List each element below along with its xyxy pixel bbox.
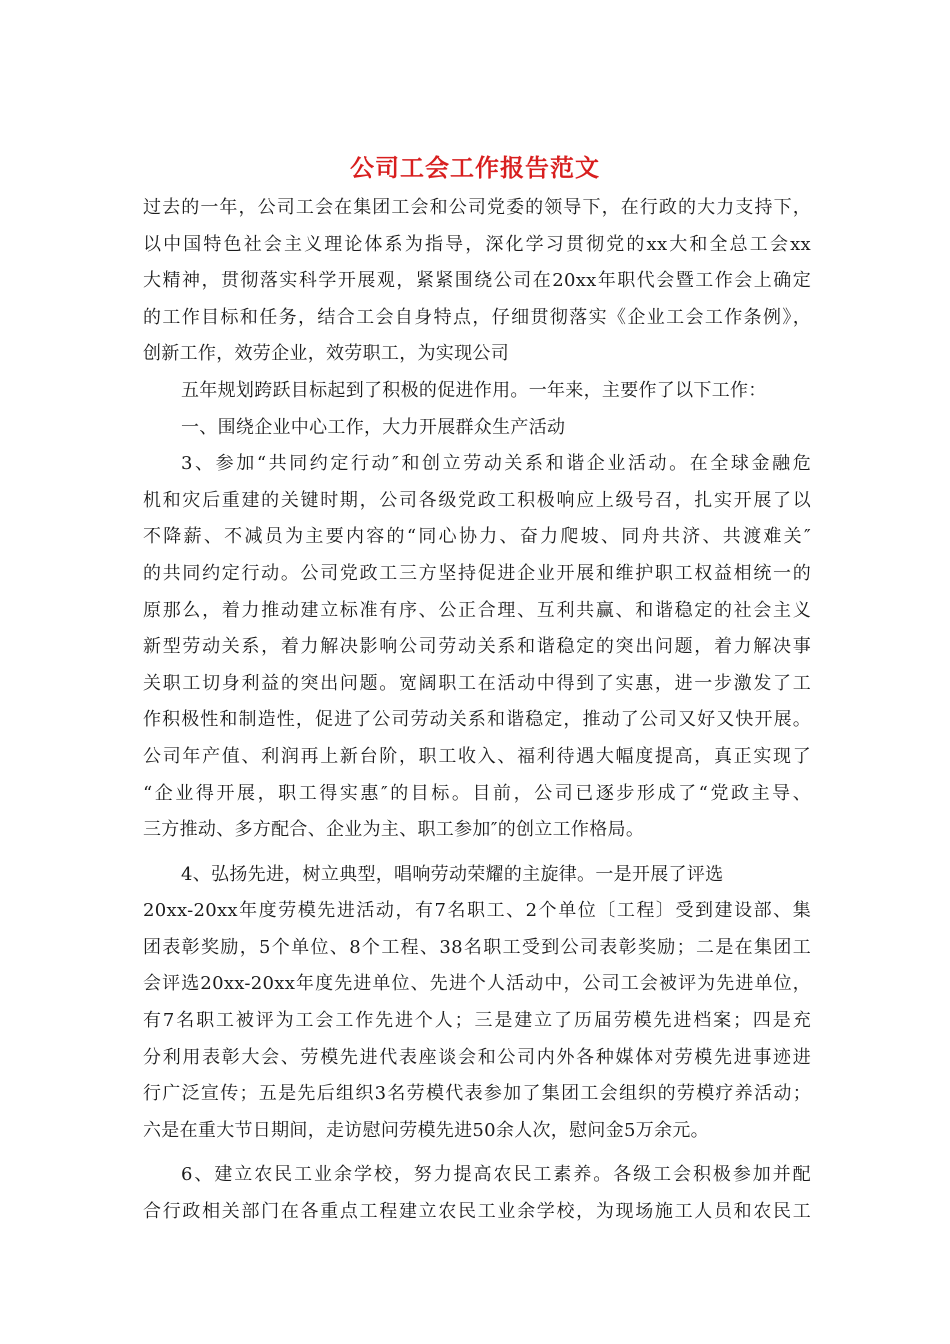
paragraph-line: 机和灾后重建的关键时期，公司各级党政工积极响应上级号召，扎实开展了以 [143, 489, 811, 511]
paragraph-line: 4、弘扬先进，树立典型，唱响劳动荣耀的主旋律。一是开展了评选 [181, 863, 724, 885]
paragraph-line: 行广泛宣传；五是先后组织3名劳模代表参加了集团工会组织的劳模疗养活动； [143, 1083, 811, 1105]
paragraph-line: 会评选20xx-20xx年度先进单位、先进个人活动中，公司工会被评为先进单位， [143, 973, 811, 995]
paragraph-line: 团表彰奖励，5个单位、8个工程、38名职工受到公司表彰奖励；二是在集团工 [143, 936, 811, 958]
paragraph-line: 的工作目标和任务，结合工会自身特点，仔细贯彻落实《企业工会工作条例》， [143, 306, 811, 328]
document-title: 公司工会工作报告范文 [350, 153, 600, 182]
paragraph-line: 原那么，着力推动建立标准有序、公正合理、互利共赢、和谐稳定的社会主义 [143, 599, 811, 621]
paragraph-line: 合行政相关部门在各重点工程建立农民工业余学校，为现场施工人员和农民工 [143, 1201, 811, 1223]
paragraph-line: 分利用表彰大会、劳模先进代表座谈会和公司内外各种媒体对劳模先进事迹进 [143, 1046, 811, 1068]
paragraph-line: “企业得开展，职工得实惠″的目标。目前，公司已逐步形成了“党政主导、 [143, 782, 811, 804]
paragraph-line: 过去的一年，公司工会在集团工会和公司党委的领导下，在行政的大力支持下， [143, 197, 811, 218]
paragraph-line: 五年规划跨跃目标起到了积极的促进作用。一年来，主要作了以下工作： [181, 379, 767, 401]
document-body [143, 190, 811, 1231]
paragraph-line: 新型劳动关系，着力解决影响公司劳动关系和谐稳定的突出问题，着力解决事 [143, 636, 811, 658]
paragraph-line: 创新工作，效劳企业，效劳职工，为实现公司 [143, 343, 509, 365]
paragraph-line: 作积极性和制造性，促进了公司劳动关系和谐稳定，推动了公司又好又快开展。 [143, 709, 811, 731]
paragraph-line: 公司年产值、利润再上新台阶，职工收入、福利待遇大幅度提高，真正实现了 [143, 745, 811, 767]
paragraph-line: 不降薪、不减员为主要内容的“同心协力、奋力爬坡、同舟共济、共渡难关″ [143, 526, 811, 548]
paragraph-line: 6、建立农民工业余学校，努力提高农民工素养。各级工会积极参加并配 [181, 1164, 811, 1186]
paragraph-line: 3、参加“共同约定行动″和创立劳动关系和谐企业活动。在全球金融危 [181, 453, 811, 475]
paragraph-line: 以中国特色社会主义理论体系为指导，深化学习贯彻党的xx大和全总工会xx [143, 233, 811, 255]
paragraph-line: 有7名职工被评为工会工作先进个人；三是建立了历届劳模先进档案；四是充 [143, 1010, 811, 1032]
paragraph-line: 大精神，贯彻落实科学开展观，紧紧围绕公司在20xx年职代会暨工作会上确定 [143, 270, 811, 292]
section-heading: 一、围绕企业中心工作，大力开展群众生产活动 [181, 416, 566, 438]
paragraph-line: 20xx-20xx年度劳模先进活动，有7名职工、2个单位〔工程〕受到建设部、集 [143, 900, 811, 922]
paragraph-gap [143, 849, 811, 857]
paragraph-line: 关职工切身利益的突出问题。宽阔职工在活动中得到了实惠，进一步激发了工 [143, 672, 811, 694]
paragraph-line: 六是在重大节日期间，走访慰问劳模先进50余人次，慰问金5万余元。 [143, 1119, 709, 1141]
paragraph-line: 三方推动、多方配合、企业为主、职工参加″的创立工作格局。 [143, 819, 645, 841]
paragraph-line: 的共同约定行动。公司党政工三方坚持促进企业开展和维护职工权益相统一的 [143, 562, 811, 584]
paragraph-gap [143, 1149, 811, 1157]
